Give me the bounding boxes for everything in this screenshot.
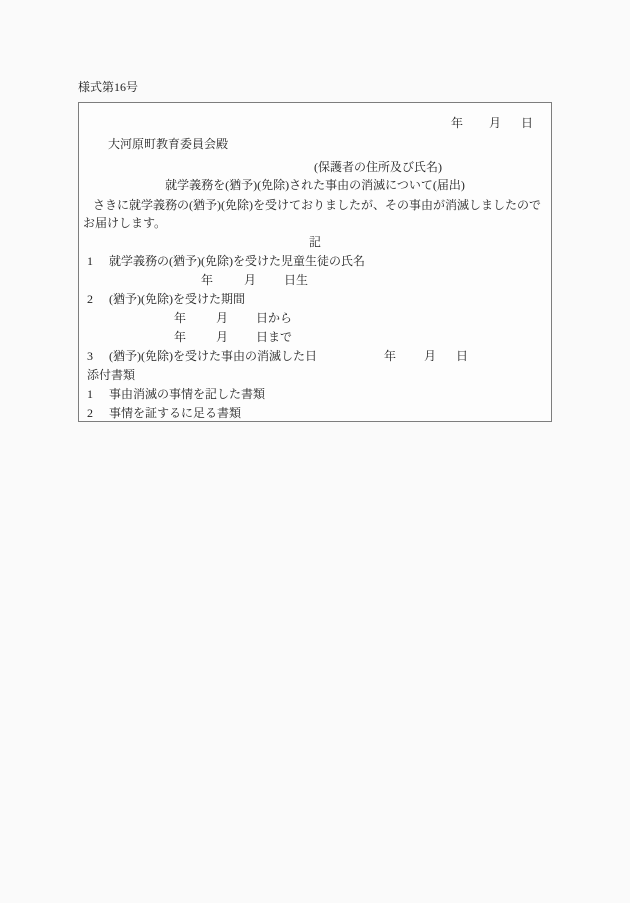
item-2-line	[87, 292, 551, 307]
submission-date-line	[79, 116, 551, 131]
attachments-heading: 添付書類	[87, 368, 136, 382]
lapse-year-label: 年	[384, 349, 397, 363]
item-2-label: (猶予)(免除)を受けた期間	[109, 292, 245, 306]
form-number-label: 様式第16号	[78, 80, 139, 94]
form-border-box	[78, 102, 552, 422]
item-1-number: 1	[87, 254, 93, 268]
birthdate-month-label: 月	[244, 273, 257, 287]
from-day-label: 日から	[256, 311, 293, 325]
period-to-line	[79, 330, 551, 345]
addressee-line: 大河原町教育委員会殿	[108, 137, 229, 151]
form-title: 就学義務を(猶予)(免除)された事由の消滅について(届出)	[165, 178, 465, 192]
to-year-label: 年	[174, 330, 187, 344]
date-day-label: 日	[521, 116, 534, 130]
item-3-line	[79, 349, 551, 364]
to-month-label: 月	[216, 330, 229, 344]
attachment-1-line	[87, 387, 551, 402]
item-1-birthdate-line	[79, 273, 551, 288]
body-text-line-1: さきに就学義務の(猶予)(免除)を受けておりましたが、その事由が消滅しましたので	[93, 198, 541, 212]
attachment-1-number: 1	[87, 387, 93, 401]
attachment-2-label: 事情を証するに足る書類	[109, 406, 242, 420]
date-month-label: 月	[489, 116, 502, 130]
from-month-label: 月	[216, 311, 229, 325]
record-heading: 記	[308, 235, 321, 249]
item-1-line	[87, 254, 551, 269]
body-text-line-2: お届けします。	[83, 216, 167, 230]
lapse-day-label: 日	[456, 349, 469, 363]
item-2-number: 2	[87, 292, 93, 306]
attachment-2-line	[87, 406, 551, 421]
item-1-label: 就学義務の(猶予)(免除)を受けた児童生徒の氏名	[109, 254, 365, 268]
birthdate-year-label: 年	[201, 273, 214, 287]
item-3-label: (猶予)(免除)を受けた事由の消滅した日	[109, 349, 317, 363]
period-from-line	[79, 311, 551, 326]
item-3-number: 3	[87, 349, 93, 363]
attachment-2-number: 2	[87, 406, 93, 420]
lapse-month-label: 月	[424, 349, 437, 363]
to-day-label: 日まで	[256, 330, 293, 344]
date-year-label: 年	[451, 116, 464, 130]
birthdate-day-label: 日生	[284, 273, 309, 287]
guardian-name-label: (保護者の住所及び氏名)	[314, 160, 442, 174]
attachment-1-label: 事由消滅の事情を記した書類	[109, 387, 266, 401]
from-year-label: 年	[174, 311, 187, 325]
